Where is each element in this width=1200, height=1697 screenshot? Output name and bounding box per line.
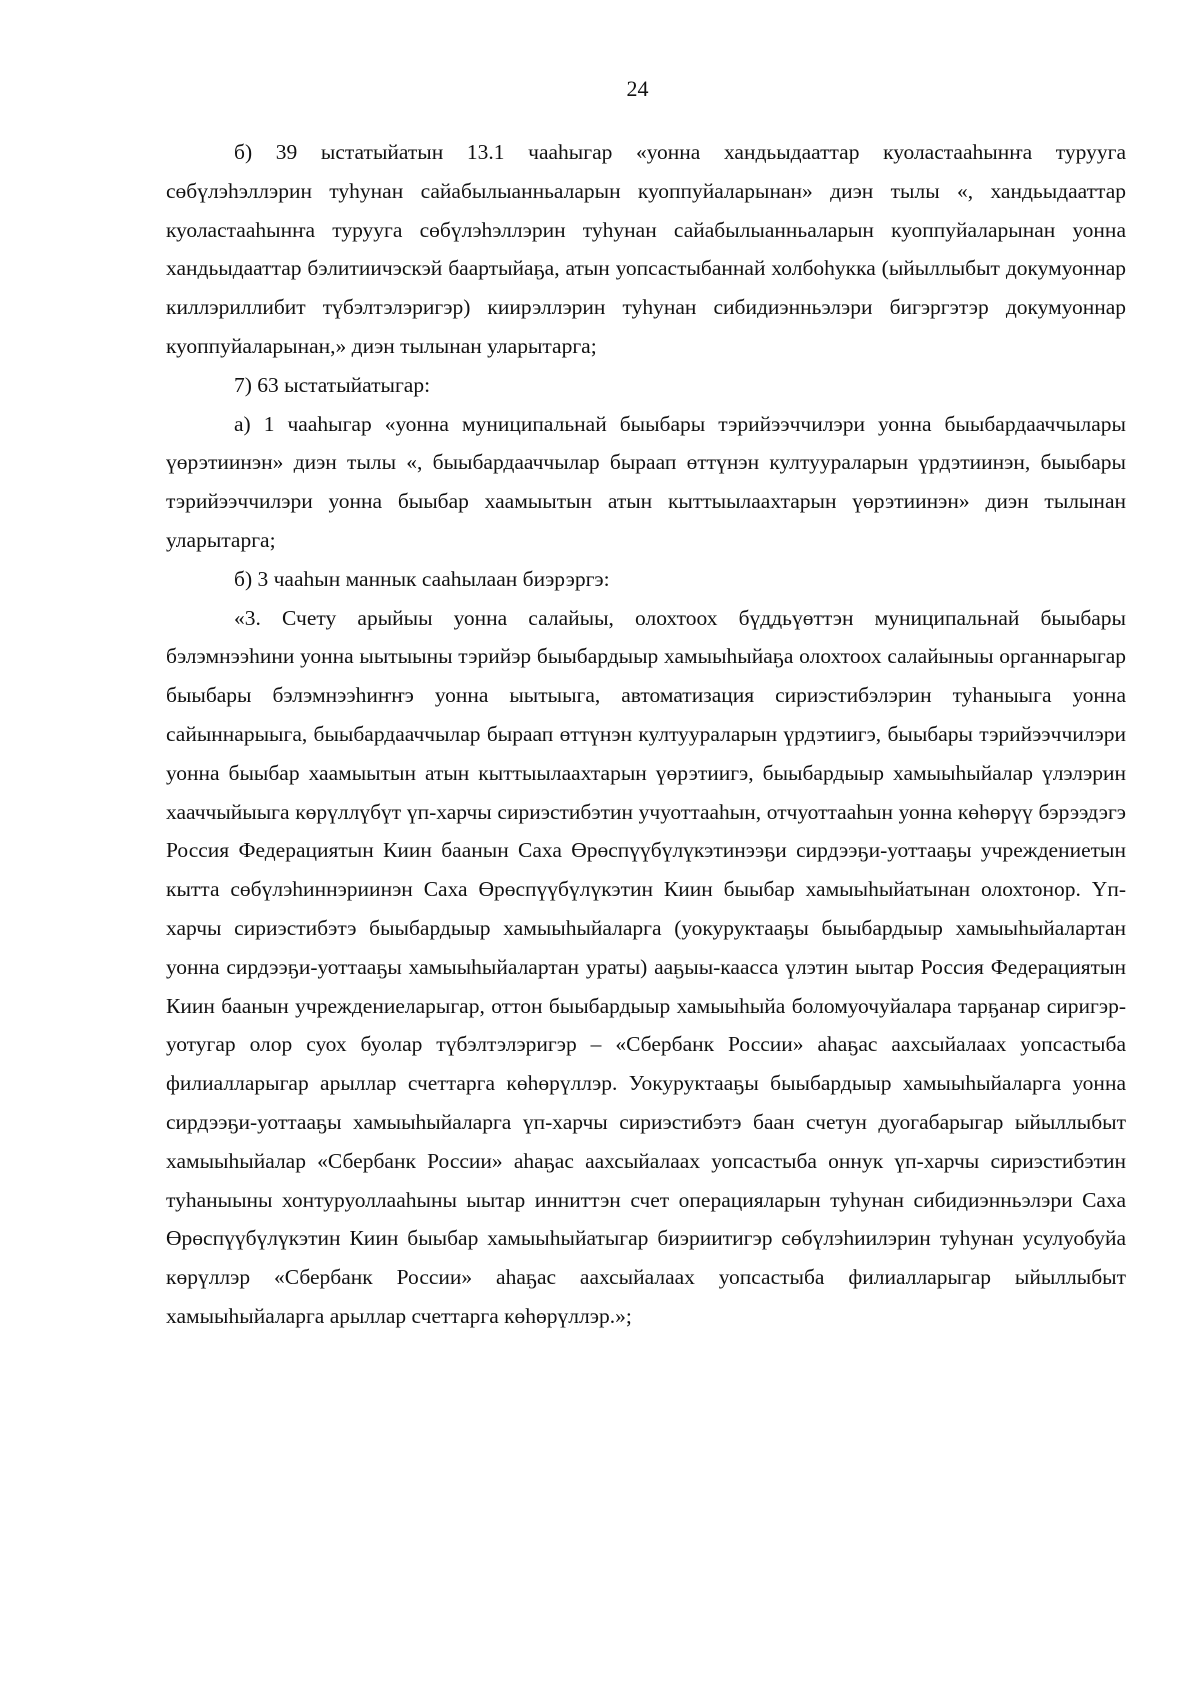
paragraph-quoted-part-3: «3. Счету арыйыы уонна салайыы, олохтоох бүддьүөттэн муниципальнай быыбары бэлэмнээһини уонна ыытыыны тэрийэр быыбардыыр хамыыһыйаҕа олохтоох салайыныы органнарыгар быыбары бэлэмнээһиҥҥэ уонна ыытыыга, автоматизация сириэстибэлэрин туһаныыга уонна сайыннарыыга, быыбардааччылар быраап өттүнэн култуураларын үрдэтиигэ, быыбары тэрийээччилэри уонна быыбар хаамыытын атын кыттыылаахтарын үөрэтиигэ, быыбардыыр хамыыһыйалар үлэлэрин хааччыйыыга көрүллүбүт үп-харчы сириэстибэтин учуоттааһын, отчуоттааһын уонна көһөрүү бэрээдэгэ Россия Федерациятын Киин баанын Саха Өрөспүүбүлүкэтинээҕи сирдээҕи-уоттааҕы учреждениетын кытта сөбүлэһиннэриинэн Саха Өрөспүүбүлүкэтин Киин быыбар хамыыһыйатынан олохтонор. Үп-харчы сириэстибэтэ быыбардыыр хамыыһыйаларга (уокуруктааҕы быыбардыыр хамыыһыйалартан уонна сирдээҕи-уоттааҕы хамыыһыйалартан ураты) ааҕыы-каасса үлэтин ыытар Россия Федерациятын Киин баанын учреждениеларыгар, оттон быыбардыыр хамыыһыйа боломуочуйалара тарҕанар сиригэр-уотугар олор суох буолар түбэлтэлэригэр – «Сбербанк России» аһаҕас аахсыйалаах уопсастыба филиалларыгар арыллар счеттарга көһөрүллэр. Уокуруктааҕы быыбардыыр хамыыһыйаларга уонна сирдээҕи-уоттааҕы хамыыһыйаларга үп-харчы сириэстибэтэ баан счетун дуогабарыгар ыйыллыбыт хамыыһыйалар «Сбербанк России» аһаҕас аахсыйалаах уопсастыба оннук үп-харчы сириэстибэтин туһаныыны хонтуруоллааһыны ыытар инниттэн счет операцияларын туһунан сибидиэнньэлэри Саха Өрөспүүбүлүкэтин Киин быыбар хамыыһыйатыгар биэриитигэр сөбүлэһиилэрин туһунан усулуобуйа көрүллэр «Сбербанк России» аһаҕас аахсыйалаах уопсастыба филиалларыгар ыйыллыбыт хамыыһыйаларга арыллар счеттарга көһөрүллэр.»; xyxy=(166,605,1126,1328)
paragraph-item-7-heading: 7) 63 ыстатыйатыгар: xyxy=(234,372,431,397)
paragraph-subitem-b: б) 3 чааһын маннык сааһылаан биэрэргэ: xyxy=(234,566,610,591)
paragraph-item-6: б) 39 ыстатыйатын 13.1 чааһыгар «уонна хандьыдааттар куоластааһынҥа турууга сөбүлэһэллэрин туһунан сайабылыанньаларын куоппуйаларынан» диэн тылы «, хандьыдааттар куоластааһынҥа турууга сөбүлэһэллэрин туһунан сайабылыанньаларын куоппуйаларынан уонна хандьыдааттар бэлитиичэскэй баартыйаҕа, атын уопсастыбаннай холбоһукка (ыйыллыбыт докумуоннар киллэриллибит түбэлтэлэригэр) киирэллэрин туһунан сибидиэнньэлэри бигэргэтэр докумуоннар куоппуйаларынан,» диэн тылынан уларытарга; xyxy=(166,140,1126,358)
page-number: 24 xyxy=(626,76,649,101)
document-body xyxy=(166,133,1126,1336)
paragraph-subitem-a: а) 1 чааһыгар «уонна муниципальнай быыбары тэрийээччилэри уонна быыбардааччылары үөрэтиинэн» диэн тылы «, быыбардааччылар быраап өттүнэн култуураларын үрдэтиинэн, быыбары тэрийээччилэри уонна быыбар хаамыытын атын кыттыылаахтарын үөрэтиинэн» диэн тылынан уларытарга; xyxy=(166,411,1126,552)
